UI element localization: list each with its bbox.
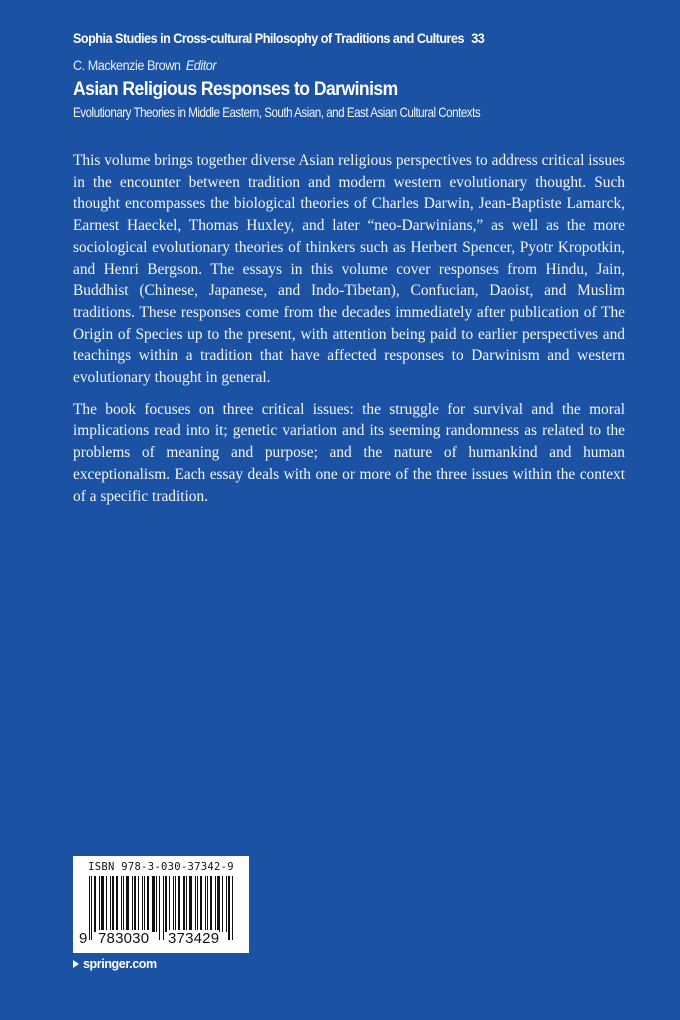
barcode-bar <box>197 876 198 932</box>
barcode-bar <box>152 876 155 932</box>
book-subtitle: Evolutionary Theories in Middle Eastern, South Asian, and East Asian Cultural Contexts <box>73 104 481 120</box>
editor-name: C. Mackenzie Brown <box>73 57 181 73</box>
triangle-right-icon <box>73 960 79 968</box>
barcode-bar <box>106 876 107 932</box>
barcode-bar <box>222 876 223 932</box>
barcode-bar <box>228 876 230 940</box>
barcode-bar <box>217 876 220 932</box>
barcode-bar <box>169 876 170 932</box>
barcode-bar <box>126 876 129 932</box>
barcode-bar <box>91 876 92 940</box>
barcode-bar <box>110 876 111 932</box>
barcode-bars <box>89 876 239 938</box>
barcode-bar <box>147 876 149 932</box>
barcode-bar <box>138 876 139 932</box>
barcode-bar <box>144 876 145 932</box>
barcode-bar <box>189 876 192 932</box>
editor-line <box>73 57 216 73</box>
series-name: Sophia Studies in Cross-cultural Philosophy of Traditions and Cultures <box>73 30 465 46</box>
barcode-bar <box>134 876 136 932</box>
barcode-bar <box>156 876 157 932</box>
barcode-bar <box>123 876 124 932</box>
barcode-bar <box>178 876 180 932</box>
barcode-bar <box>116 876 118 932</box>
isbn-barcode <box>73 856 249 953</box>
barcode-bar <box>165 876 167 932</box>
barcode-bar <box>183 876 185 932</box>
series-volume: 33 <box>471 30 485 46</box>
barcode-bar <box>226 876 227 932</box>
blurb <box>73 150 625 517</box>
barcode-bar <box>186 876 187 932</box>
barcode-bar <box>205 876 206 932</box>
barcode-bar <box>94 876 96 932</box>
book-title: Asian Religious Responses to Darwinism <box>73 78 398 100</box>
barcode-bar <box>207 876 208 932</box>
publisher-link[interactable] <box>73 957 157 971</box>
barcode-bar <box>163 876 164 940</box>
blurb-paragraph: The book focuses on three critical issues: the struggle for survival and the moral implications read into it; genetic variation and its seeming randomness as related to the problems of meaning and purpose; and the nature of humankind and human exceptionalism. Each essay deals with one or more of the three issues within the context of a specific tradition. <box>73 400 625 505</box>
barcode-bar <box>121 876 122 932</box>
barcode-bar <box>132 876 133 932</box>
barcode-bar <box>215 876 216 932</box>
barcode-bar <box>175 876 176 932</box>
barcode-bar <box>89 876 90 940</box>
blurb-paragraph: This volume brings together diverse Asian religious perspectives to address critical issues in the encounter between tradition and modern western evolutionary thought. Such thought encompasses the biological theories of Charles Darwin, Jean-Baptiste Lamarck, Earnest Haeckel, Thomas Huxley, and later “neo-Darwinians,” as well as the more sociological evolutionary theories of thinkers such as Herbert Spencer, Pyotr Kropotkin, and Henri Bergson. The essays in this volume cover responses from Hindu, Jain, Buddhist (Chinese, Japanese, and Indo-Tibetan), Confucian, Daoist, and Muslim traditions. These responses come from the decades immediately after publication of The Origin of Species up to the present, with attention being paid to earlier perspectives and teachings within a tradition that have affected responses to Darwinism and western evolutionary thought in general. <box>73 152 625 387</box>
barcode-bar <box>99 876 100 932</box>
barcode-bar <box>195 876 196 932</box>
publisher-link-label: springer.com <box>83 957 157 971</box>
barcode-digits-right: 373429 <box>168 930 220 947</box>
isbn-label: ISBN 978-3-030-37342-9 <box>88 861 234 873</box>
barcode-bar <box>142 876 143 932</box>
barcode-bar <box>112 876 114 932</box>
barcode-bar <box>101 876 104 932</box>
barcode-digits-left: 783030 <box>98 930 150 947</box>
barcode-bar <box>232 876 233 940</box>
barcode-bar <box>200 876 202 932</box>
barcode-bar <box>173 876 174 932</box>
barcode-bar <box>210 876 212 932</box>
barcode-digit-first: 9 <box>79 930 88 947</box>
editor-role: Editor <box>185 57 217 73</box>
series-line <box>73 30 484 46</box>
barcode-bar <box>159 876 160 940</box>
